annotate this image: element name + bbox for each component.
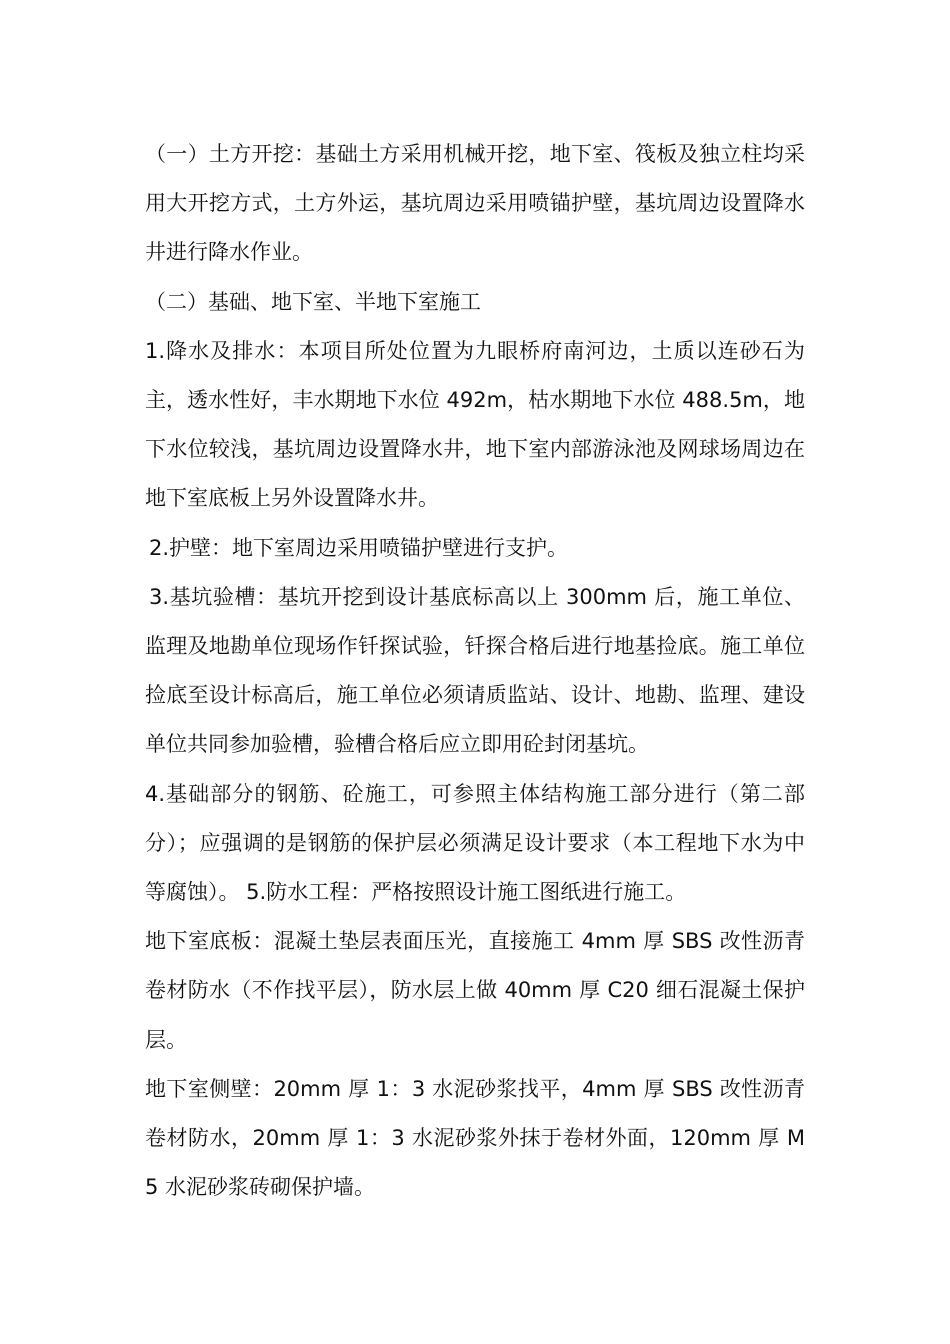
- paragraph-retaining-wall: 2.护壁：地下室周边采用喷锚护壁进行支护。: [149, 535, 569, 560]
- paragraph-basement-floor: 地下室底板：混凝土垫层表面压光，直接施工 4mm 厚 SBS 改性沥青卷材防水（不作找平层），防水层上做 40mm 厚 C20 细石混凝土保护层。: [145, 929, 805, 1052]
- paragraph-earthwork: （一）土方开挖：基础土方采用机械开挖，地下室、筏板及独立柱均采用大开挖方式，土方外运，基坑周边采用喷锚护壁，基坑周边设置降水井进行降水作业。: [145, 142, 805, 265]
- paragraph-rebar-concrete: 4.基础部分的钢筋、砼施工，可参照主体结构施工部分进行（第二部分）；应强调的是钢筋的保护层必须满足设计要求（本工程地下水为中等腐蚀）。 5.防水工程：严格按照设计施工图纸进行施工。: [145, 781, 805, 905]
- paragraph-dewatering: 1.降水及排水：本项目所处位置为九眼桥府南河边，土质以连砂石为主，透水性好，丰水期地下水位 492m，枯水期地下水位 488.5m，地下水位较浅，基坑周边设置降水井，地下室内部游泳池及网球场周边在地下室底板上另外设置降水井。: [145, 338, 805, 511]
- paragraph-basement-sidewall: 地下室侧壁：20mm 厚 1：3 水泥砂浆找平，4mm 厚 SBS 改性沥青卷材防水，20mm 厚 1：3 水泥砂浆外抹于卷材外面，120mm 厚 M5 水泥砂浆砖砌保护墙。: [145, 1076, 805, 1200]
- document-body: [145, 130, 805, 1212]
- paragraph-foundation-heading: （二）基础、地下室、半地下室施工: [145, 289, 481, 314]
- paragraph-pit-inspection: 3.基坑验槽：基坑开挖到设计基底标高以上 300mm 后，施工单位、监理及地勘单位现场作钎探试验，钎探合格后进行地基捡底。施工单位捡底至设计标高后，施工单位必须请质监站、设计、地勘、监理、建设单位共同参加验槽，验槽合格后应立即用砼封闭基坑。: [145, 584, 805, 757]
